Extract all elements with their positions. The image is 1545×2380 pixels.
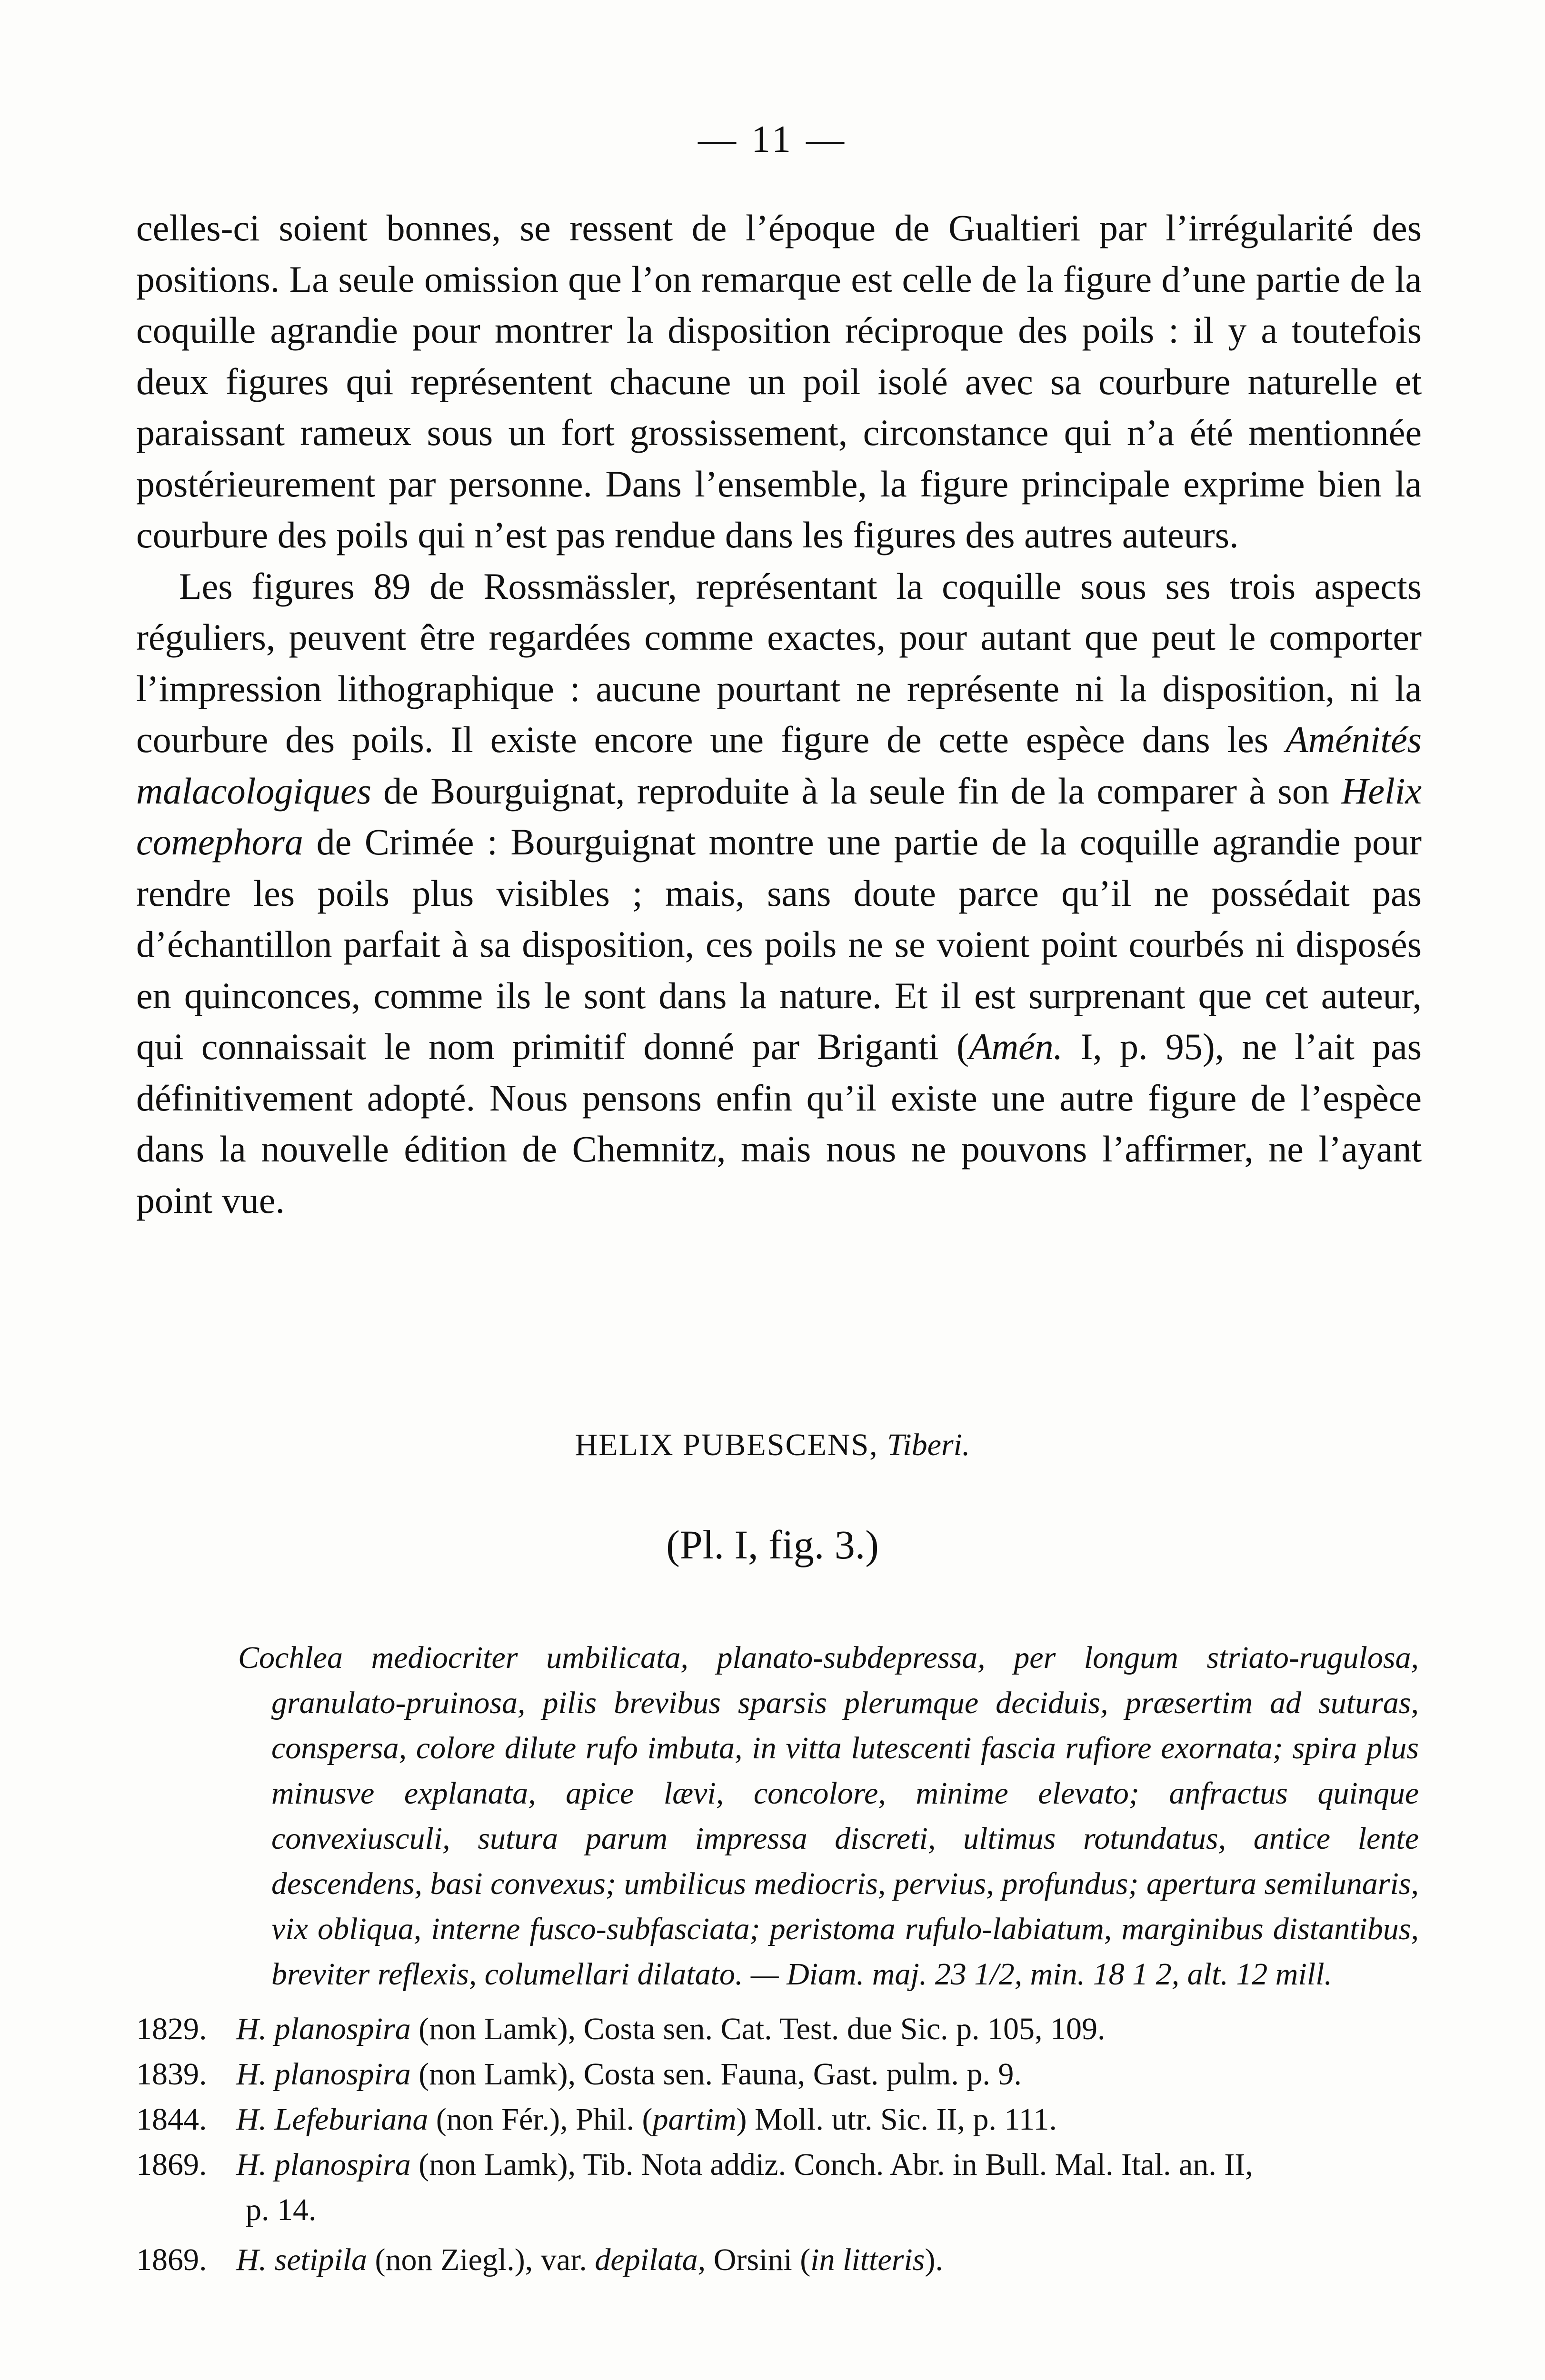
synonymy-name: H. planospira [236, 2057, 411, 2092]
synonymy-continuation: p. 14. [246, 2192, 317, 2227]
paragraph-2-part-c: de Crimée : Bourguignat montre une partie de la coquille agrandie pour rendre les poils plus visibles ; mais, sans doute parce qu’il ne possédait pas d’échantillon parfait à sa disposition, ces poils ne se voient point courbés ni disposés en quinconces, comme ils le sont dans la nature. Et il est surprenant que cet auteur, qui connaissait le nom primitif donné par Briganti ( [136, 821, 1422, 1067]
plate-reference: (Pl. I, fig. 3.) [666, 1522, 879, 1567]
synonymy-year: 1829. [136, 2012, 207, 2046]
paragraph-2-part-d: I, p. 95), ne l’ait pas définitivement adopté. Nous pensons enfin qu’il existe une autre figure de l’espèce dans la nouvelle édition de Chemnitz, mais nous ne pouvons l’affirmer, ne l’ayant point vue. [136, 1026, 1422, 1221]
synonymy-reference-mid: Orsini ( [706, 2242, 811, 2277]
synonymy-year: 1869. [136, 2242, 207, 2277]
synonymy-reference: (non Lamk), Tib. Nota addiz. Conch. Abr. in Bull. Mal. Ital. an. II, [410, 2147, 1253, 2182]
synonymy-name: H. setipila [236, 2242, 367, 2277]
synonymy-entry [136, 2142, 1422, 2232]
main-text [136, 202, 1422, 1226]
synonymy-name: H. Lefeburiana [236, 2102, 429, 2137]
synonymy-partim: partim [652, 2102, 737, 2137]
latin-description: Cochlea mediocriter umbilicata, planato-subdepressa, per longum striato-rugulosa, granulato-pruinosa, pilis brevibus sparsis plerumque deciduis, præsertim ad suturas, conspersa, colore dilute rufo imbuta, in vitta lutescenti fascia rufiore exornata; spira plus minusve explanata, apice lævi, concolore, minime elevato; anfractus quinque convexiusculi, sutura parum impressa discreti, ultimus rotundatus, antice lente descendens, basi convexus; umbilicus mediocris, pervius, profundus; apertura semilunaris, vix obliqua, interne fusco-subfasciata; peristoma rufulo-labiatum, marginibus distantibus, breviter reflexis, columellari dilatato. — Diam. maj. 23 1/2, min. 18 1 2, alt. 12 mill. [238, 1640, 1419, 1992]
abbrev-amen: Amén. [969, 1026, 1063, 1067]
species-author: Tiberi. [887, 1428, 970, 1462]
paragraph-2 [136, 561, 1422, 1226]
book-title-amenites: Aménités malacologiques [136, 719, 1422, 812]
species-title: HELIX PUBESCENS, [575, 1428, 878, 1462]
synonymy-reference-end: ) Moll. utr. Sic. II, p. 111. [736, 2102, 1057, 2137]
synonymy-year: 1839. [136, 2057, 207, 2092]
synonymy-name: H. planospira [236, 2012, 411, 2046]
synonymy-entry [136, 2097, 1422, 2142]
synonymy-in-litteris: in litteris [810, 2242, 925, 2277]
synonymy-reference: (non Lamk), Costa sen. Cat. Test. due Sic. p. 105, 109. [410, 2012, 1106, 2046]
synonymy-entry [136, 2006, 1422, 2052]
synonymy-year: 1844. [136, 2102, 207, 2137]
paragraph-2-part-a: Les figures 89 de Rossmässler, représentant la coquille sous ses trois aspects réguliers, peuvent être regardées comme exactes, pour autant que peut le comporter l’impression lithographique : aucune pourtant ne représente ni la disposition, ni la courbure des poils. Il existe encore une figure de cette espèce dans les [136, 565, 1422, 760]
synonymy-reference: (non Fér.), Phil. ( [428, 2102, 653, 2137]
page-number: — 11 — [698, 119, 847, 160]
synonymy-reference: (non Lamk), Costa sen. Fauna, Gast. pulm. p. 9. [410, 2057, 1022, 2092]
paragraph-2-part-b: de Bourguignat, reproduite à la seule fin de la comparer à son [371, 770, 1342, 812]
synonymy-variety: depilata, [595, 2242, 706, 2277]
synonymy-year: 1869. [136, 2147, 207, 2182]
species-name-comephora: Helix comephora [136, 770, 1422, 863]
synonymy-reference-end: ). [925, 2242, 943, 2277]
synonymy-reference: (non Ziegl.), var. [367, 2242, 595, 2277]
paragraph-1: celles-ci soient bonnes, se ressent de l’époque de Gualtieri par l’irrégularité des positions. La seule omission que l’on remarque est celle de la figure d’une partie de la coquille agrandie pour montrer la disposition réciproque des poils : il y a toutefois deux figures qui représentent chacune un poil isolé avec sa courbure naturelle et paraissant rameux sous un fort grossissement, circonstance qui n’a été mentionnée postérieurement par personne. Dans l’ensemble, la figure principale exprime bien la courbure des poils qui n’est pas rendue dans les figures des autres auteurs. [136, 207, 1422, 555]
synonymy-entry [136, 2052, 1422, 2097]
synonymy-entry [136, 2237, 1422, 2282]
synonymy-name: H. planospira [236, 2147, 411, 2182]
species-heading [0, 1427, 1545, 1463]
